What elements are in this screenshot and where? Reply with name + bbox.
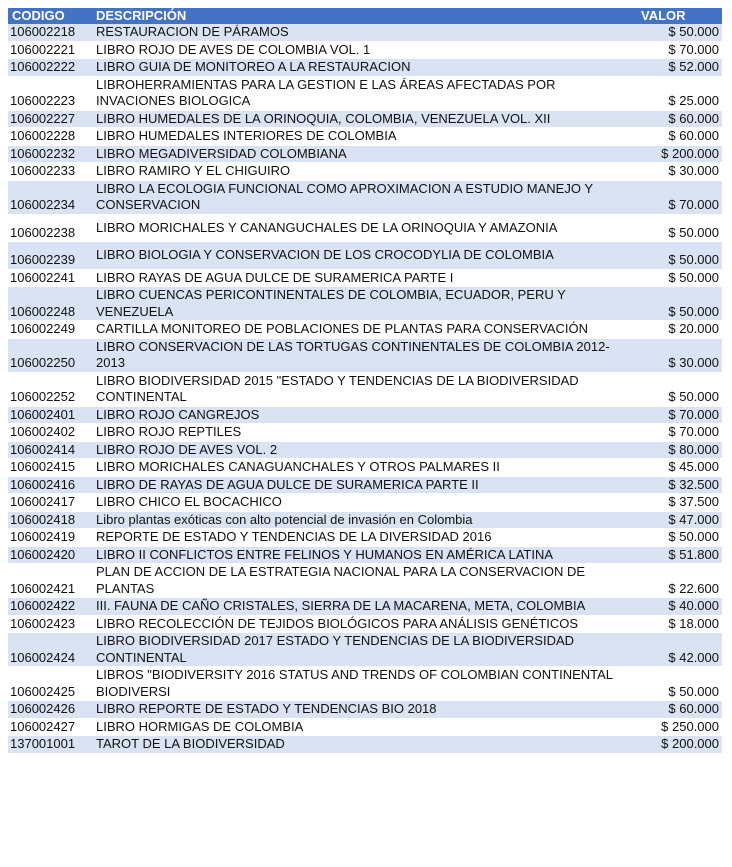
cell-description: LIBRO RECOLECCIÓN DE TEJIDOS BIOLÓGICOS PARA ANÁLISIS GENÉTICOS (92, 615, 631, 633)
table-row (8, 321, 722, 339)
cell-value: $ 50.000 (631, 24, 722, 41)
cell-code: 106002422 (8, 598, 92, 616)
cell-description: LIBRO ROJO REPTILES (92, 424, 631, 442)
cell-code: 106002420 (8, 546, 92, 564)
cell-value: $ 32.500 (631, 476, 722, 494)
cell-value: $ 50.000 (631, 242, 722, 270)
cell-code: 106002424 (8, 633, 92, 667)
cell-value: $ 51.800 (631, 546, 722, 564)
table-row (8, 76, 722, 110)
cell-value: $ 60.000 (631, 110, 722, 128)
cell-value: $ 50.000 (631, 667, 722, 701)
price-table (8, 8, 722, 754)
cell-description: LIBRO MORICHALES CANAGUANCHALES Y OTROS PALMARES II (92, 459, 631, 477)
cell-value: $ 250.000 (631, 718, 722, 736)
table-row (8, 269, 722, 287)
cell-code: 137001001 (8, 736, 92, 754)
cell-value: $ 200.000 (631, 145, 722, 163)
cell-value: $ 50.000 (631, 287, 722, 321)
cell-code: 106002418 (8, 511, 92, 529)
header-description: DESCRIPCIÓN (96, 8, 187, 23)
cell-code: 106002222 (8, 59, 92, 77)
header-value: VALOR (641, 8, 686, 23)
cell-code: 106002427 (8, 718, 92, 736)
cell-code: 106002218 (8, 24, 92, 41)
cell-description: LIBRO CHICO EL BOCACHICO (92, 494, 631, 512)
cell-description: LIBRO CUENCAS PERICONTINENTALES DE COLOMBIA, ECUADOR, PERU Y VENEZUELA (92, 287, 631, 321)
cell-description: PLAN DE ACCION DE LA ESTRATEGIA NACIONAL PARA LA CONSERVACION DE PLANTAS (92, 564, 631, 598)
cell-value: $ 40.000 (631, 598, 722, 616)
cell-code: 106002423 (8, 615, 92, 633)
header-code: CODIGO (12, 8, 65, 23)
cell-description: LIBRO DE RAYAS DE AGUA DULCE DE SURAMERICA PARTE II (92, 476, 631, 494)
cell-code: 106002401 (8, 406, 92, 424)
cell-code: 106002414 (8, 441, 92, 459)
cell-description: LIBRO RAMIRO Y EL CHIGUIRO (92, 163, 631, 181)
cell-value: $ 52.000 (631, 59, 722, 77)
cell-description: Libro plantas exóticas con alto potencial de invasión en Colombia (92, 511, 631, 529)
cell-description: TAROT DE LA BIODIVERSIDAD (92, 736, 631, 754)
table-row (8, 511, 722, 529)
table-row (8, 242, 722, 270)
table-row (8, 128, 722, 146)
cell-value: $ 50.000 (631, 529, 722, 547)
cell-description: LIBRO REPORTE DE ESTADO Y TENDENCIAS BIO 2018 (92, 701, 631, 719)
cell-code: 106002415 (8, 459, 92, 477)
table-row (8, 214, 722, 242)
cell-value: $ 70.000 (631, 424, 722, 442)
table-row (8, 24, 722, 41)
table-row (8, 145, 722, 163)
table-row (8, 667, 722, 701)
cell-code: 106002252 (8, 372, 92, 406)
cell-value: $ 25.000 (631, 76, 722, 110)
cell-code: 106002402 (8, 424, 92, 442)
table-row (8, 180, 722, 214)
table-row (8, 163, 722, 181)
cell-value: $ 200.000 (631, 736, 722, 754)
table-row (8, 615, 722, 633)
cell-code: 106002241 (8, 269, 92, 287)
cell-description: LIBRO RAYAS DE AGUA DULCE DE SURAMERICA PARTE I (92, 269, 631, 287)
cell-value: $ 22.600 (631, 564, 722, 598)
table-row (8, 494, 722, 512)
cell-code: 106002250 (8, 338, 92, 372)
cell-code: 106002221 (8, 41, 92, 59)
cell-code: 106002425 (8, 667, 92, 701)
cell-value: $ 60.000 (631, 128, 722, 146)
cell-description: LIBRO LA ECOLOGIA FUNCIONAL COMO APROXIMACION A ESTUDIO MANEJO Y CONSERVACION (92, 180, 631, 214)
price-list-sheet (8, 8, 722, 754)
cell-description: LIBROS "BIODIVERSITY 2016 STATUS AND TRENDS OF COLOMBIAN CONTINENTAL BIODIVERSI (92, 667, 631, 701)
table-row (8, 529, 722, 547)
table-row (8, 59, 722, 77)
cell-description: LIBRO CONSERVACION DE LAS TORTUGAS CONTINENTALES DE COLOMBIA 2012-2013 (92, 338, 631, 372)
cell-description: LIBRO II CONFLICTOS ENTRE FELINOS Y HUMANOS EN AMÉRICA LATINA (92, 546, 631, 564)
table-row (8, 476, 722, 494)
table-row (8, 598, 722, 616)
cell-code: 106002416 (8, 476, 92, 494)
cell-value: $ 37.500 (631, 494, 722, 512)
cell-value: $ 18.000 (631, 615, 722, 633)
cell-code: 106002239 (8, 242, 92, 270)
cell-code: 106002227 (8, 110, 92, 128)
cell-code: 106002248 (8, 287, 92, 321)
cell-code: 106002421 (8, 564, 92, 598)
table-row (8, 372, 722, 406)
cell-description: LIBRO GUIA DE MONITOREO A LA RESTAURACION (92, 59, 631, 77)
table-row (8, 406, 722, 424)
cell-code: 106002426 (8, 701, 92, 719)
cell-value: $ 50.000 (631, 269, 722, 287)
cell-code: 106002417 (8, 494, 92, 512)
cell-value: $ 42.000 (631, 633, 722, 667)
cell-description: LIBRO ROJO CANGREJOS (92, 406, 631, 424)
cell-description: LIBRO MORICHALES Y CANANGUCHALES DE LA ORINOQUIA Y AMAZONIA (92, 214, 631, 242)
cell-code: 106002232 (8, 145, 92, 163)
cell-code: 106002249 (8, 321, 92, 339)
cell-description: LIBRO BIODIVERSIDAD 2017 ESTADO Y TENDENCIAS DE LA BIODIVERSIDAD CONTINENTAL (92, 633, 631, 667)
table-row (8, 338, 722, 372)
cell-code: 106002233 (8, 163, 92, 181)
cell-value: $ 20.000 (631, 321, 722, 339)
cell-value: $ 50.000 (631, 214, 722, 242)
cell-description: LIBROHERRAMIENTAS PARA LA GESTION E LAS ÁREAS AFECTADAS POR INVACIONES BIOLOGICA (92, 76, 631, 110)
cell-description: LIBRO ROJO DE AVES VOL. 2 (92, 441, 631, 459)
cell-code: 106002238 (8, 214, 92, 242)
cell-description: LIBRO HUMEDALES INTERIORES DE COLOMBIA (92, 128, 631, 146)
table-row (8, 736, 722, 754)
cell-value: $ 50.000 (631, 372, 722, 406)
cell-value: $ 45.000 (631, 459, 722, 477)
table-header-row (8, 8, 722, 24)
table-row (8, 287, 722, 321)
cell-value: $ 30.000 (631, 163, 722, 181)
cell-code: 106002223 (8, 76, 92, 110)
cell-value: $ 30.000 (631, 338, 722, 372)
cell-description: LIBRO BIOLOGIA Y CONSERVACION DE LOS CROCODYLIA DE COLOMBIA (92, 242, 631, 270)
cell-code: 106002234 (8, 180, 92, 214)
cell-description: REPORTE DE ESTADO Y TENDENCIAS DE LA DIVERSIDAD 2016 (92, 529, 631, 547)
cell-code: 106002228 (8, 128, 92, 146)
table-row (8, 441, 722, 459)
cell-description: III. FAUNA DE CAÑO CRISTALES, SIERRA DE LA MACARENA, META, COLOMBIA (92, 598, 631, 616)
cell-description: LIBRO ROJO DE AVES DE COLOMBIA VOL. 1 (92, 41, 631, 59)
table-row (8, 701, 722, 719)
cell-code: 106002419 (8, 529, 92, 547)
cell-description: LIBRO HORMIGAS DE COLOMBIA (92, 718, 631, 736)
cell-description: CARTILLA MONITOREO DE POBLACIONES DE PLANTAS PARA CONSERVACIÓN (92, 321, 631, 339)
cell-description: LIBRO HUMEDALES DE LA ORINOQUIA, COLOMBIA, VENEZUELA VOL. XII (92, 110, 631, 128)
cell-value: $ 80.000 (631, 441, 722, 459)
table-row (8, 424, 722, 442)
cell-value: $ 70.000 (631, 41, 722, 59)
table-row (8, 41, 722, 59)
cell-description: LIBRO MEGADIVERSIDAD COLOMBIANA (92, 145, 631, 163)
cell-description: LIBRO BIODIVERSIDAD 2015 "ESTADO Y TENDENCIAS DE LA BIODIVERSIDAD CONTINENTAL (92, 372, 631, 406)
cell-value: $ 47.000 (631, 511, 722, 529)
table-row (8, 110, 722, 128)
cell-value: $ 70.000 (631, 406, 722, 424)
table-row (8, 564, 722, 598)
cell-description: RESTAURACION DE PÁRAMOS (92, 24, 631, 41)
cell-value: $ 60.000 (631, 701, 722, 719)
table-row (8, 546, 722, 564)
table-row (8, 718, 722, 736)
table-row (8, 633, 722, 667)
table-row (8, 459, 722, 477)
cell-value: $ 70.000 (631, 180, 722, 214)
